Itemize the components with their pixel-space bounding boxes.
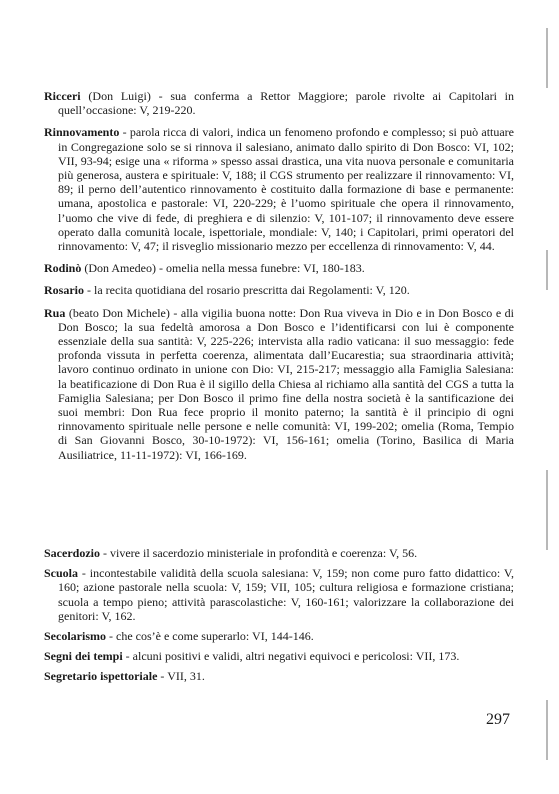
index-entry-rinnovamento bbox=[44, 125, 514, 253]
page-number: 297 bbox=[486, 711, 510, 728]
index-entry-scuola bbox=[44, 566, 514, 623]
index-entry-rodino bbox=[44, 261, 514, 275]
scan-edge-mark bbox=[546, 470, 548, 550]
index-entry-rua bbox=[44, 306, 514, 462]
entry-headword: Scuola bbox=[44, 566, 79, 581]
index-entry-ricceri bbox=[44, 89, 514, 117]
entry-headword: Ricceri bbox=[44, 89, 81, 103]
index-entry-secolarismo bbox=[44, 629, 514, 643]
scan-edge-mark bbox=[546, 250, 548, 290]
entry-text: (beato Don Michele) - alla vigilia buona notte: Don Rua viveva in Dio e in Don Bosco e di Don Bosco; la sua fedeltà amorosa a Don Bosco e l’identificarsi con lui è componente essenziale della sua santità: V, 225-226; intervista alla radio vaticana: il suo messaggio: fede profonda vissuta in perfetta coerenza, alimentata dall’Eucarestia; sua straordinaria attività; lavoro continuo ordinato in unione con Dio: VI, 215-217; messaggio alla Famiglia Salesiana: la beatificazione di Don Rua è il sigillo della Chiesa al richiamo alla santità del CGS a tutta la Famiglia Salesiana; per Don Bosco il primo fine della nostra società è la santificazione dei suoi membri: Don Rua fece proprio il monito paterno; la santità è il principio di ogni rinnovamento spirituale nelle persone e nelle comunità: VI, 199-202; omelia (Roma, Tempio di San Giovanni Bosco, 30-10-1972): VI, 156-161; omelia (Torino, Basilica di Maria Ausiliatrice, 11-11-1972): VI, 166-169. bbox=[58, 305, 514, 462]
entry-text: - incontestabile validità della scuola salesiana: V, 159; non come puro fatto didattico: V, 160; azione pastorale nella scuola: V, 159; VII, 105; cultura religiosa e formazione cristiana; scuola a tempo pieno; attività parascolastiche: V, 160-161; valorizzare la collaborazione dei genitori: V, 162. bbox=[58, 566, 515, 623]
entry-headword: Segni dei tempi bbox=[44, 649, 123, 664]
index-entry-rosario bbox=[44, 283, 514, 297]
entry-headword: Rinnovamento bbox=[44, 125, 120, 140]
entry-headword: Sacerdozio bbox=[44, 546, 100, 560]
entry-text: - la recita quotidiana del rosario prescritta dai Regolamenti: V, 120. bbox=[87, 283, 410, 298]
index-entry-segretario-ispettoriale bbox=[44, 669, 514, 683]
entry-text: - alcuni positivi e validi, altri negativi equivoci e pericolosi: VII, 173. bbox=[125, 649, 460, 664]
entry-text: - vivere il sacerdozio ministeriale in profondità e coerenza: V, 56. bbox=[103, 546, 418, 560]
index-entry-segni-dei-tempi bbox=[44, 649, 514, 663]
entry-text: (Don Amedeo) - omelia nella messa funebre: VI, 180-183. bbox=[84, 261, 365, 276]
entry-text: - VII, 31. bbox=[160, 669, 205, 684]
entry-text: - parola ricca di valori, indica un fenomeno profondo e complesso; si può attuare in Congregazione solo se si rinnova il salesiano, animato dallo spirito di Don Bosco: VI, 102; VII, 93-94; esige una « riforma » spesso assai drastica, una vita nuova personale e comunitaria più generosa, austera e spirituale: V, 188; il CGS strumento per realizzare il rinnovamento: VI, 89; il perno dell’autentico rinnovamento è costituito dalla formazione di base e permanente: umana, apostolica e pastorale: VI, 220-229; è l’uomo spirituale che opera il rinnovamento, l’uomo che vive di fede, di preghiera e di silenzio: V, 101-107; il rinnovamento deve essere operato dalla comunità locale, ispettoriale, mondiale: V, 140; i Capitolari, primi operatori del rinnovamento: V, 47; il risveglio missionario mezzo per eccellenza di rinnovamento: V, 44. bbox=[58, 125, 515, 254]
entry-text: - che cos’è e come superarlo: VI, 144-146. bbox=[109, 629, 314, 644]
entry-headword: Segretario ispettoriale bbox=[44, 669, 158, 684]
entry-headword: Rua bbox=[44, 305, 66, 320]
index-section-r bbox=[44, 89, 514, 470]
entry-headword: Secolarismo bbox=[44, 629, 106, 644]
scan-edge-mark bbox=[546, 28, 548, 88]
entry-headword: Rosario bbox=[44, 283, 84, 298]
scan-edge-mark bbox=[546, 700, 548, 760]
index-section-s bbox=[44, 546, 514, 690]
index-entry-sacerdozio bbox=[44, 546, 514, 560]
entry-headword: Rodinò bbox=[44, 261, 82, 276]
entry-text: (Don Luigi) - sua conferma a Rettor Maggiore; parole rivolte ai Capitolari in quell’occasione: V, 219-220. bbox=[58, 89, 514, 118]
